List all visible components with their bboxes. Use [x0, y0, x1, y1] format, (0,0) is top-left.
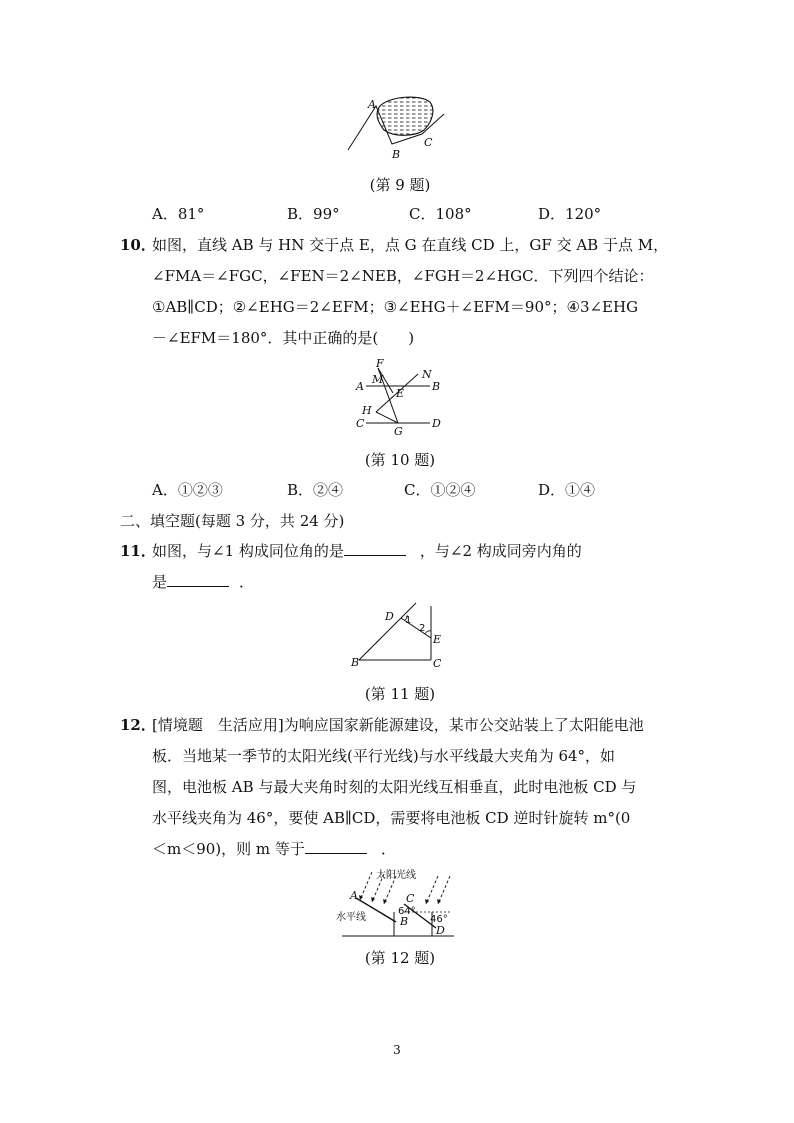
q9-figure — [340, 92, 460, 162]
q9-option-c[interactable]: C．108° — [409, 205, 472, 223]
label-46: 46° — [430, 914, 448, 925]
label-1: 1 — [405, 615, 412, 626]
q11-text-a: 如图，与∠1 构成同位角的是 — [152, 542, 344, 560]
q12-text-a: ＜m＜90)，则 m 等于 — [152, 840, 305, 858]
q10-line-2: ∠FMA＝∠FGC，∠FEN＝2∠NEB，∠FGH＝2∠HGC．下列四个结论： — [152, 267, 654, 285]
q11-figure — [345, 598, 450, 670]
q10-option-c[interactable]: C．①②④ — [404, 481, 476, 499]
label-C: C — [424, 136, 433, 149]
q9-caption: (第 9 题) — [369, 176, 431, 194]
q12-line-1: [情境题 生活应用]为响应国家新能源建设，某市公交站装上了太阳能电池 — [152, 716, 644, 734]
q11-number: 11． — [120, 542, 156, 560]
q10-line-1: 如图，直线 AB 与 HN 交于点 E，点 G 在直线 CD 上，GF 交 AB 于点 M， — [152, 236, 669, 254]
q12-text-b: ． — [380, 840, 396, 858]
q10-line-4: －∠EFM＝180°．其中正确的是( ) — [152, 329, 415, 347]
label-B: B — [432, 380, 441, 393]
label-E: E — [396, 387, 405, 400]
label-2: 2 — [419, 623, 426, 634]
q12-line-4: 水平线夹角为 46°，要使 AB∥CD，需要将电池板 CD 逆时针旋转 m°(0 — [152, 809, 631, 827]
q10-caption: (第 10 题) — [364, 451, 436, 469]
q11-line-1 — [152, 540, 582, 562]
sun-ray — [426, 876, 438, 904]
q11-blank-2[interactable] — [167, 572, 229, 587]
q10-figure — [348, 356, 448, 438]
q11-text-b: ，与∠2 构成同旁内角的 — [419, 542, 582, 560]
q12-number: 12． — [120, 716, 156, 734]
q9-option-b[interactable]: B．99° — [287, 205, 340, 223]
label-B: B — [392, 148, 401, 161]
label-C: C — [356, 417, 365, 430]
q9-option-a[interactable]: A．81° — [152, 205, 205, 223]
label-M: M — [372, 373, 384, 386]
label-B: B — [400, 915, 409, 928]
label-sun: 太阳光线 — [376, 870, 416, 881]
label-D: D — [436, 924, 445, 937]
label-E: E — [433, 633, 442, 646]
label-D: D — [385, 610, 394, 623]
label-horizon: 水平线 — [336, 912, 366, 923]
section-title: 二、填空题(每题 3 分，共 24 分) — [120, 512, 345, 530]
label-A: A — [356, 380, 364, 393]
label-B: B — [351, 656, 360, 669]
q10-option-a[interactable]: A．①②③ — [152, 481, 223, 499]
label-H: H — [362, 404, 372, 417]
label-C: C — [406, 892, 415, 905]
q12-line-5 — [152, 838, 396, 860]
q12-caption: (第 12 题) — [364, 949, 436, 967]
q9-option-d[interactable]: D．120° — [538, 205, 602, 223]
q10-number: 10． — [120, 236, 156, 254]
label-D: D — [432, 417, 441, 430]
q11-blank-1[interactable] — [344, 541, 406, 556]
angle-2-arc — [425, 631, 431, 634]
label-F: F — [376, 357, 384, 370]
page-number: 3 — [393, 1043, 401, 1057]
q12-line-3: 图，电池板 AB 与最大夹角时刻的太阳光线互相垂直，此时电池板 CD 与 — [152, 778, 637, 796]
q10-line-3: ①AB∥CD；②∠EHG＝2∠EFM；③∠EHG＋∠EFM＝90°；④3∠EHG — [152, 298, 639, 316]
label-64: 64° — [398, 906, 416, 917]
q12-blank[interactable] — [305, 839, 367, 854]
q12-line-2: 板．当地某一季节的太阳光线(平行光线)与水平线最大夹角为 64°，如 — [152, 747, 616, 765]
q11-caption: (第 11 题) — [364, 685, 436, 703]
sun-ray — [438, 876, 450, 904]
q10-option-d[interactable]: D．①④ — [538, 481, 596, 499]
label-A: A — [350, 889, 358, 902]
label-C: C — [433, 657, 442, 670]
q10-option-b[interactable]: B．②④ — [287, 481, 344, 499]
q11-text-d: ． — [239, 573, 255, 591]
q11-line-2 — [152, 571, 254, 593]
label-A: A — [368, 98, 376, 111]
q11-text-c: 是 — [152, 573, 168, 591]
q12-figure — [334, 866, 459, 942]
label-G: G — [394, 425, 403, 438]
label-N: N — [422, 368, 432, 381]
sun-ray — [360, 872, 372, 900]
